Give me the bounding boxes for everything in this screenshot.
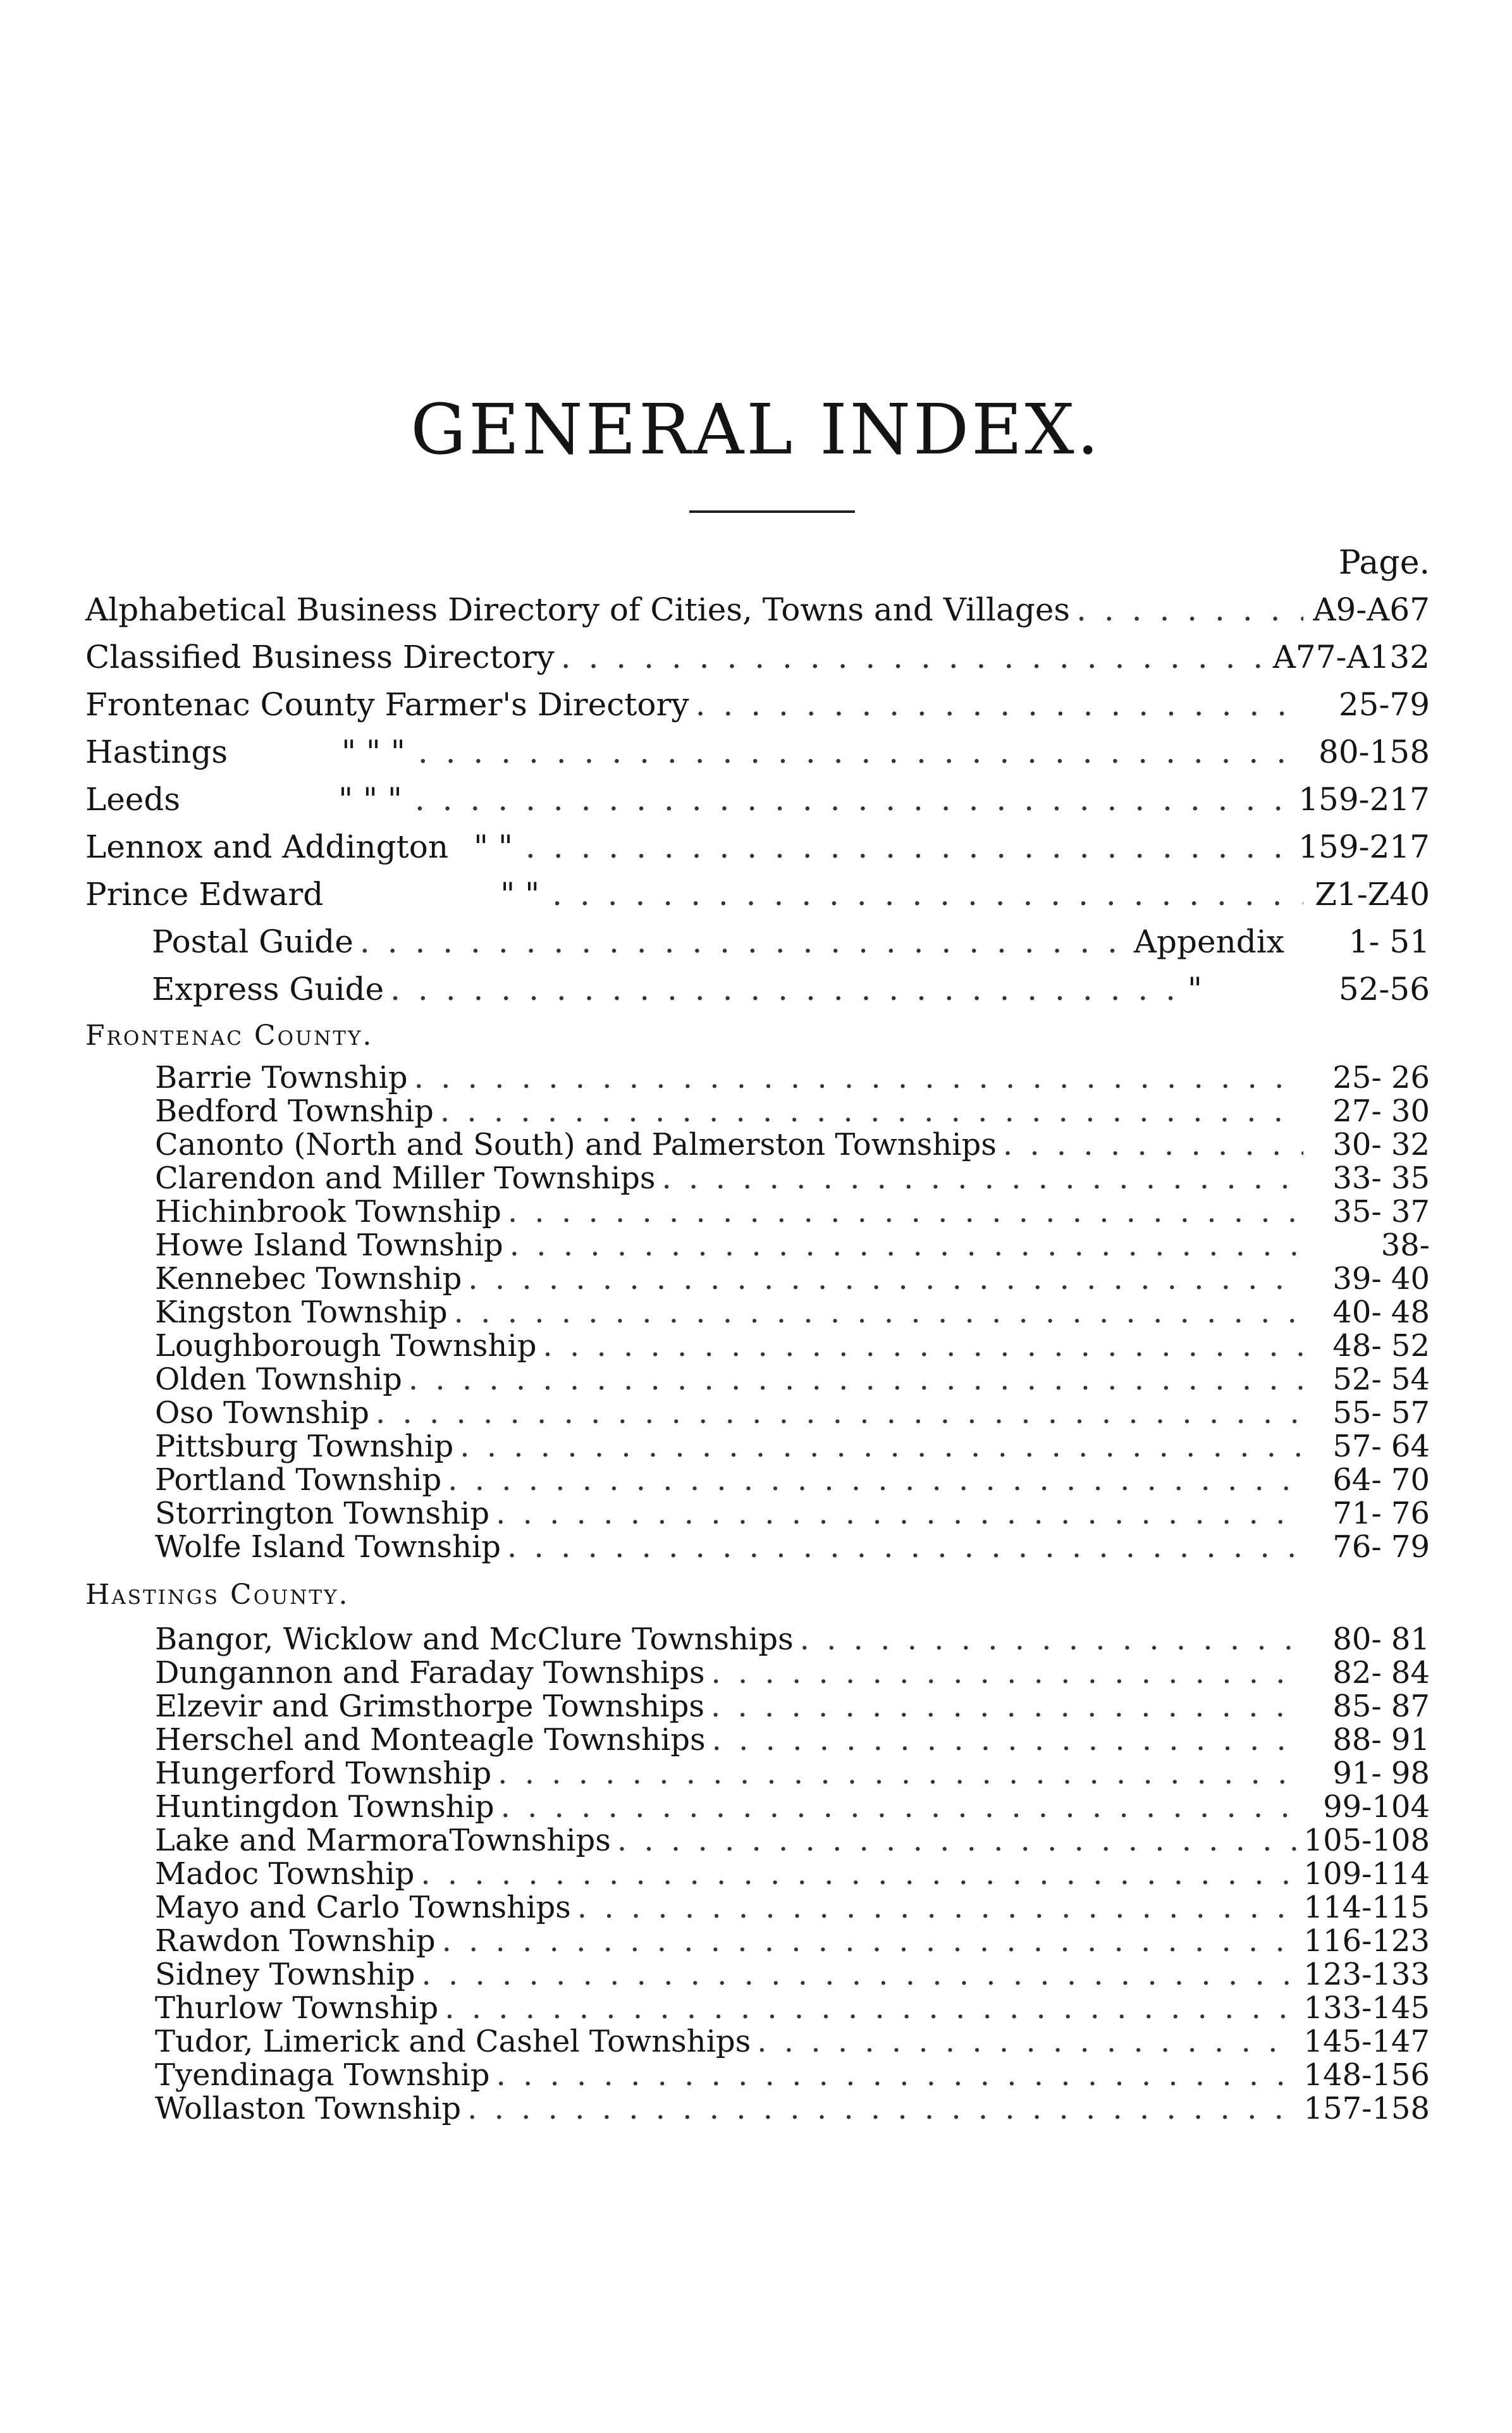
leader-dots <box>418 734 1303 770</box>
entry-label: Kennebec Township <box>155 1261 462 1297</box>
entry-pages: 148-156 <box>1303 2057 1430 2093</box>
entry-pages: 88- 91 <box>1332 1722 1430 1758</box>
entry-label: Thurlow Township <box>155 1990 439 2026</box>
page-title: GENERAL INDEX. <box>410 389 1102 470</box>
index-entry <box>155 1758 1430 1789</box>
page-column-header: Page. <box>1338 544 1430 582</box>
leader-dots <box>421 1959 1297 1990</box>
index-entry <box>155 1431 1430 1462</box>
index-entry <box>155 1529 1430 1565</box>
index-entry <box>155 1261 1430 1297</box>
entry-pages: 39- 40 <box>1332 1261 1430 1297</box>
index-entry <box>155 2026 1430 2057</box>
index-entry <box>155 1228 1430 1263</box>
index-entry <box>85 591 1430 628</box>
leader-dots <box>1076 591 1303 628</box>
entry-label: Hichinbrook Township <box>155 1194 501 1229</box>
leader-dots <box>496 1498 1303 1529</box>
entry-label: Pittsburg Township <box>155 1429 454 1464</box>
leader-dots <box>800 1624 1303 1654</box>
ditto-marks: " " " <box>341 734 405 770</box>
index-entry <box>155 1161 1430 1196</box>
entry-label: Canonto (North and South) and Palmerston Townships <box>155 1127 997 1162</box>
index-entry <box>85 828 1430 865</box>
entry-label: Tudor, Limerick and Cashel Townships <box>155 2024 751 2059</box>
entry-pages: 71- 76 <box>1332 1496 1430 1531</box>
entry-label: Olden Township <box>155 1362 402 1397</box>
entry-label: Lake and MarmoraTownships <box>155 1823 611 1858</box>
entry-pages: A77-A132 <box>1272 639 1430 675</box>
entry-label: Herschel and Monteagle Townships <box>155 1722 706 1758</box>
leader-dots <box>360 923 1121 960</box>
entry-pages: 91- 98 <box>1332 1756 1430 1791</box>
entry-pages: 80-158 <box>1318 734 1430 770</box>
index-entry <box>155 1825 1430 1856</box>
index-entry <box>155 2093 1430 2124</box>
leader-dots <box>460 1431 1303 1462</box>
index-entry <box>85 876 1430 913</box>
entry-pages: 38- <box>1380 1228 1430 1263</box>
entry-label: Leeds <box>85 781 181 818</box>
entry-pages: 114-115 <box>1303 1890 1430 1925</box>
entry-label: Sidney Township <box>155 1957 415 1992</box>
leader-dots <box>1003 1130 1303 1160</box>
entry-label: Express Guide <box>152 971 384 1007</box>
index-entry <box>155 2057 1430 2093</box>
entry-label: Lennox and Addington <box>85 828 449 865</box>
leader-dots <box>415 781 1292 818</box>
index-entry <box>155 1789 1430 1825</box>
index-entry <box>152 923 1430 960</box>
entry-pages: 157-158 <box>1303 2091 1430 2126</box>
entry-label: Huntingdon Township <box>155 1789 495 1825</box>
index-entry <box>155 1364 1430 1395</box>
section-heading-hastings: Hastings County. <box>85 1579 350 1611</box>
leader-dots <box>468 1264 1303 1294</box>
entry-pages: 159-217 <box>1298 781 1430 818</box>
title-rule <box>689 510 855 513</box>
leader-dots <box>501 1792 1303 1822</box>
entry-pages: 105-108 <box>1303 1823 1430 1858</box>
entry-pages: 116-123 <box>1303 1923 1430 1959</box>
index-entry <box>155 1959 1430 1990</box>
leader-dots <box>543 1331 1303 1361</box>
entry-label: Frontenac County Farmer's Directory <box>85 686 689 723</box>
entry-label: Prince Edward <box>85 876 324 913</box>
index-entry <box>155 1923 1430 1959</box>
entry-note: Appendix <box>1133 923 1284 960</box>
entry-label: Wollaston Township <box>155 2091 462 2126</box>
entry-pages: 35- 37 <box>1332 1194 1430 1229</box>
index-entry <box>155 1622 1430 1657</box>
entry-pages: 33- 35 <box>1332 1161 1430 1196</box>
entry-label: Elzevir and Grimsthorpe Townships <box>155 1689 704 1724</box>
index-entry <box>85 639 1430 675</box>
index-entry <box>85 781 1430 818</box>
entry-label: Howe Island Township <box>155 1228 503 1263</box>
index-entry <box>155 1194 1430 1229</box>
index-entry <box>155 1856 1430 1892</box>
entry-pages: 52-56 <box>1338 971 1430 1007</box>
leader-dots <box>448 1465 1303 1495</box>
leader-dots <box>440 1096 1303 1126</box>
entry-pages: 30- 32 <box>1332 1127 1430 1162</box>
index-entry <box>155 1892 1430 1923</box>
entry-label: Postal Guide <box>152 923 353 960</box>
entry-pages: 25- 26 <box>1332 1060 1430 1095</box>
entry-pages: 99-104 <box>1323 1789 1430 1825</box>
leader-dots <box>712 1725 1303 1755</box>
section-heading-frontenac: Frontenac County. <box>85 1019 374 1052</box>
entry-label: Bangor, Wicklow and McClure Townships <box>155 1622 794 1657</box>
leader-dots <box>552 876 1303 913</box>
entry-label: Loughborough Township <box>155 1328 537 1364</box>
leader-dots <box>442 1926 1298 1956</box>
leader-dots <box>409 1364 1303 1395</box>
index-entry <box>155 1462 1430 1498</box>
index-entry <box>85 734 1430 770</box>
leader-dots <box>508 1197 1303 1227</box>
leader-dots <box>617 1825 1298 1856</box>
entry-pages: 64- 70 <box>1332 1462 1430 1498</box>
leader-dots <box>510 1230 1303 1260</box>
entry-pages: 76- 79 <box>1332 1529 1430 1565</box>
leader-dots <box>526 828 1292 865</box>
leader-dots <box>711 1658 1303 1688</box>
index-entry <box>155 1060 1430 1095</box>
leader-dots <box>376 1398 1303 1428</box>
entry-pages: Z1-Z40 <box>1315 876 1430 913</box>
leader-dots <box>662 1163 1303 1193</box>
ditto-marks: " " <box>474 828 513 865</box>
leader-dots <box>498 1758 1303 1789</box>
entry-label: Classified Business Directory <box>85 639 555 675</box>
entry-pages: 57- 64 <box>1332 1429 1430 1464</box>
leader-dots <box>421 1859 1297 1889</box>
leader-dots <box>414 1063 1303 1093</box>
index-entry <box>155 1722 1430 1758</box>
entry-pages: 40- 48 <box>1332 1295 1430 1330</box>
leader-dots <box>454 1297 1303 1327</box>
entry-pages: 27- 30 <box>1332 1093 1430 1129</box>
index-entry <box>155 1990 1430 2026</box>
entry-label: Mayo and Carlo Townships <box>155 1890 571 1925</box>
index-entry <box>155 1093 1430 1129</box>
index-entry <box>155 1395 1430 1431</box>
entry-pages: 25-79 <box>1338 686 1430 723</box>
entry-label: Portland Township <box>155 1462 442 1498</box>
leader-dots <box>507 1532 1303 1562</box>
entry-label: Rawdon Township <box>155 1923 436 1959</box>
index-entry <box>155 1655 1430 1691</box>
entry-label: Wolfe Island Township <box>155 1529 501 1565</box>
entry-pages: 145-147 <box>1303 2024 1430 2059</box>
entry-note: " <box>1188 971 1202 1007</box>
entry-label: Bedford Township <box>155 1093 434 1129</box>
entry-label: Hungerford Township <box>155 1756 492 1791</box>
entry-label: Alphabetical Business Directory of Cities, Towns and Villages <box>85 591 1071 628</box>
entry-pages: 123-133 <box>1303 1957 1430 1992</box>
entry-pages: 55- 57 <box>1332 1395 1430 1431</box>
index-entry <box>155 1328 1430 1364</box>
entry-label: Tyendinaga Township <box>155 2057 490 2093</box>
index-entry <box>155 1127 1430 1162</box>
leader-dots <box>467 2093 1297 2124</box>
entry-pages: 159-217 <box>1298 828 1430 865</box>
leader-dots <box>757 2026 1297 2057</box>
entry-label: Clarendon and Miller Townships <box>155 1161 656 1196</box>
leader-dots <box>696 686 1303 723</box>
index-entry <box>155 1498 1430 1529</box>
ditto-marks: " " <box>500 876 540 913</box>
entry-pages: 48- 52 <box>1332 1328 1430 1364</box>
index-entry <box>155 1295 1430 1330</box>
entry-label: Barrie Township <box>155 1060 408 1095</box>
entry-pages: 80- 81 <box>1332 1622 1430 1657</box>
leader-dots <box>445 1993 1297 2023</box>
leader-dots <box>561 639 1267 675</box>
ditto-marks: " " " <box>338 781 402 818</box>
entry-label: Oso Township <box>155 1395 369 1431</box>
entry-pages: 85- 87 <box>1332 1689 1430 1724</box>
entry-pages: 1- 51 <box>1348 923 1430 960</box>
leader-dots <box>496 2060 1297 2090</box>
entry-label: Storrington Township <box>155 1496 490 1531</box>
entry-pages: A9-A67 <box>1313 591 1430 628</box>
entry-pages: 133-145 <box>1303 1990 1430 2026</box>
index-entry <box>85 686 1430 723</box>
index-entry <box>152 971 1430 1007</box>
entry-pages: 52- 54 <box>1332 1362 1430 1397</box>
entry-label: Hastings <box>85 734 228 770</box>
leader-dots <box>577 1892 1298 1923</box>
entry-pages: 109-114 <box>1303 1856 1430 1892</box>
entry-label: Madoc Township <box>155 1856 415 1892</box>
leader-dots <box>390 971 1175 1007</box>
entry-label: Kingston Township <box>155 1295 448 1330</box>
leader-dots <box>711 1691 1303 1722</box>
entry-label: Dungannon and Faraday Townships <box>155 1655 705 1691</box>
entry-pages: 82- 84 <box>1332 1655 1430 1691</box>
index-entry <box>155 1691 1430 1722</box>
